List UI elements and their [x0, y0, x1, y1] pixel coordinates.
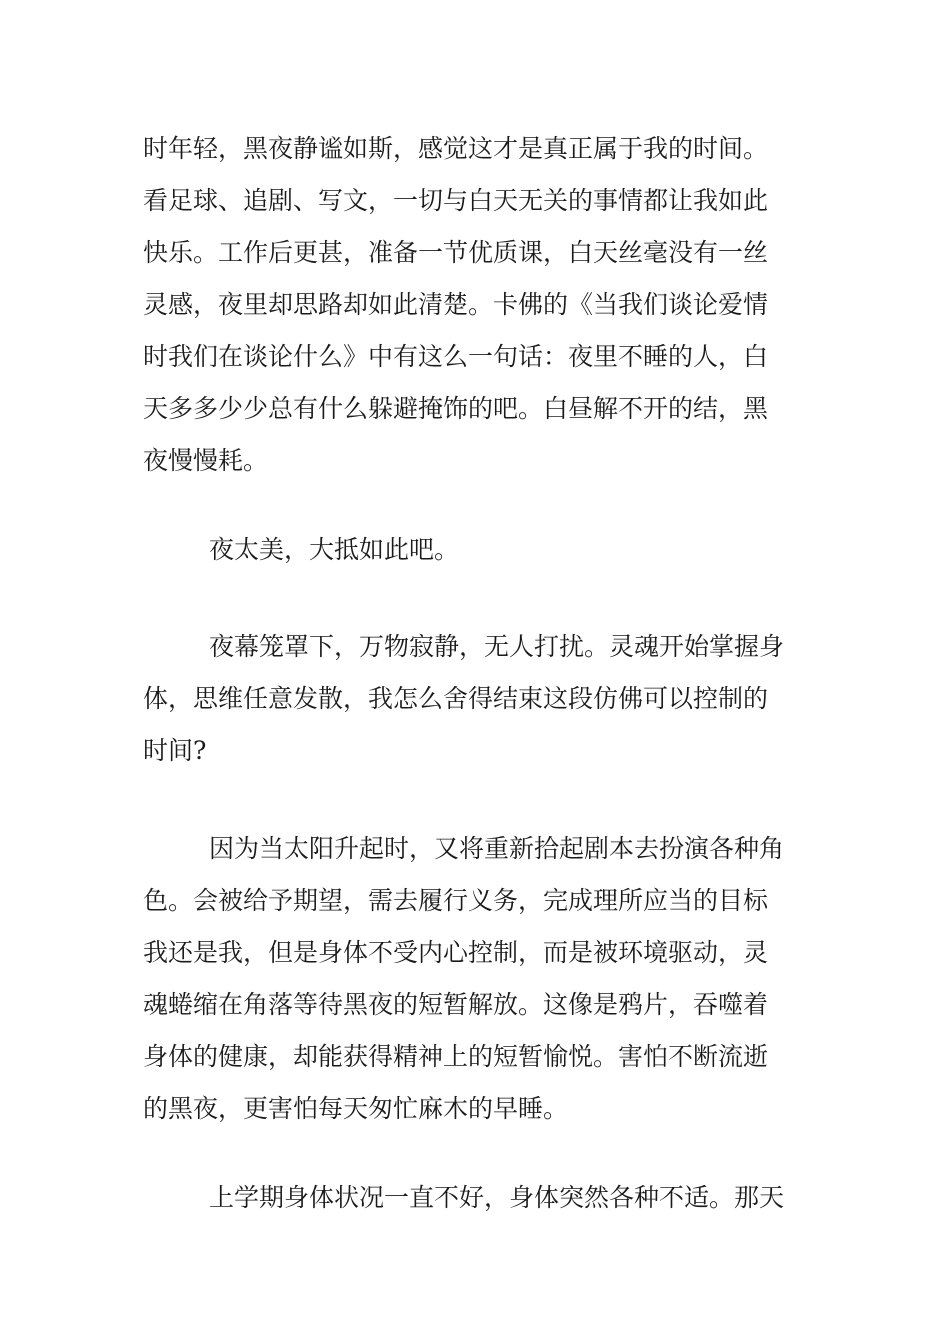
paragraph-2 [143, 524, 813, 576]
paragraph-line: 体，思维任意发散，我怎么舍得结束这段仿佛可以控制的 [143, 684, 769, 713]
paragraph-line: 时我们在谈论什么》中有这么一句话：夜里不睡的人，白 [143, 342, 769, 371]
paragraph-line: 夜太美，大抵如此吧。 [209, 535, 460, 564]
paragraph-line: 时间? [143, 736, 207, 765]
paragraph-line: 夜幕笼罩下，万物寂静，无人打扰。灵魂开始掌握身 [209, 632, 785, 661]
paragraph-line: 色。会被给予期望，需去履行义务，完成理所应当的目标 [143, 886, 769, 915]
paragraph-line: 夜慢慢耗。 [143, 446, 269, 475]
paragraph-line: 灵感，夜里却思路却如此清楚。卡佛的《当我们谈论爱情 [143, 290, 769, 319]
paragraph-line: 因为当太阳升起时，又将重新拾起剧本去扮演各种角 [209, 834, 785, 863]
paragraph-line: 快乐。工作后更甚，准备一节优质课，白天丝毫没有一丝 [143, 238, 769, 267]
paragraph-line: 的黑夜，更害怕每天匆忙麻木的早睡。 [143, 1094, 569, 1123]
paragraph-line: 上学期身体状况一直不好，身体突然各种不适。那天 [209, 1183, 785, 1212]
paragraph-5 [143, 1172, 813, 1224]
paragraph-3 [143, 621, 813, 777]
paragraph-line: 身体的健康，却能获得精神上的短暂愉悦。害怕不断流逝 [143, 1042, 769, 1071]
paragraph-line: 魂蜷缩在角落等待黑夜的短暂解放。这像是鸦片，吞噬着 [143, 990, 769, 1019]
paragraph-line: 天多多少少总有什么躲避掩饰的吧。白昼解不开的结，黑 [143, 394, 769, 423]
paragraph-line: 时年轻，黑夜静谧如斯，感觉这才是真正属于我的时间。 [143, 134, 769, 163]
paragraph-4 [143, 823, 813, 1135]
paragraph-1 [143, 123, 813, 487]
paragraph-line: 我还是我，但是身体不受内心控制，而是被环境驱动，灵 [143, 938, 769, 967]
paragraph-line: 看足球、追剧、写文，一切与白天无关的事情都让我如此 [143, 186, 769, 215]
